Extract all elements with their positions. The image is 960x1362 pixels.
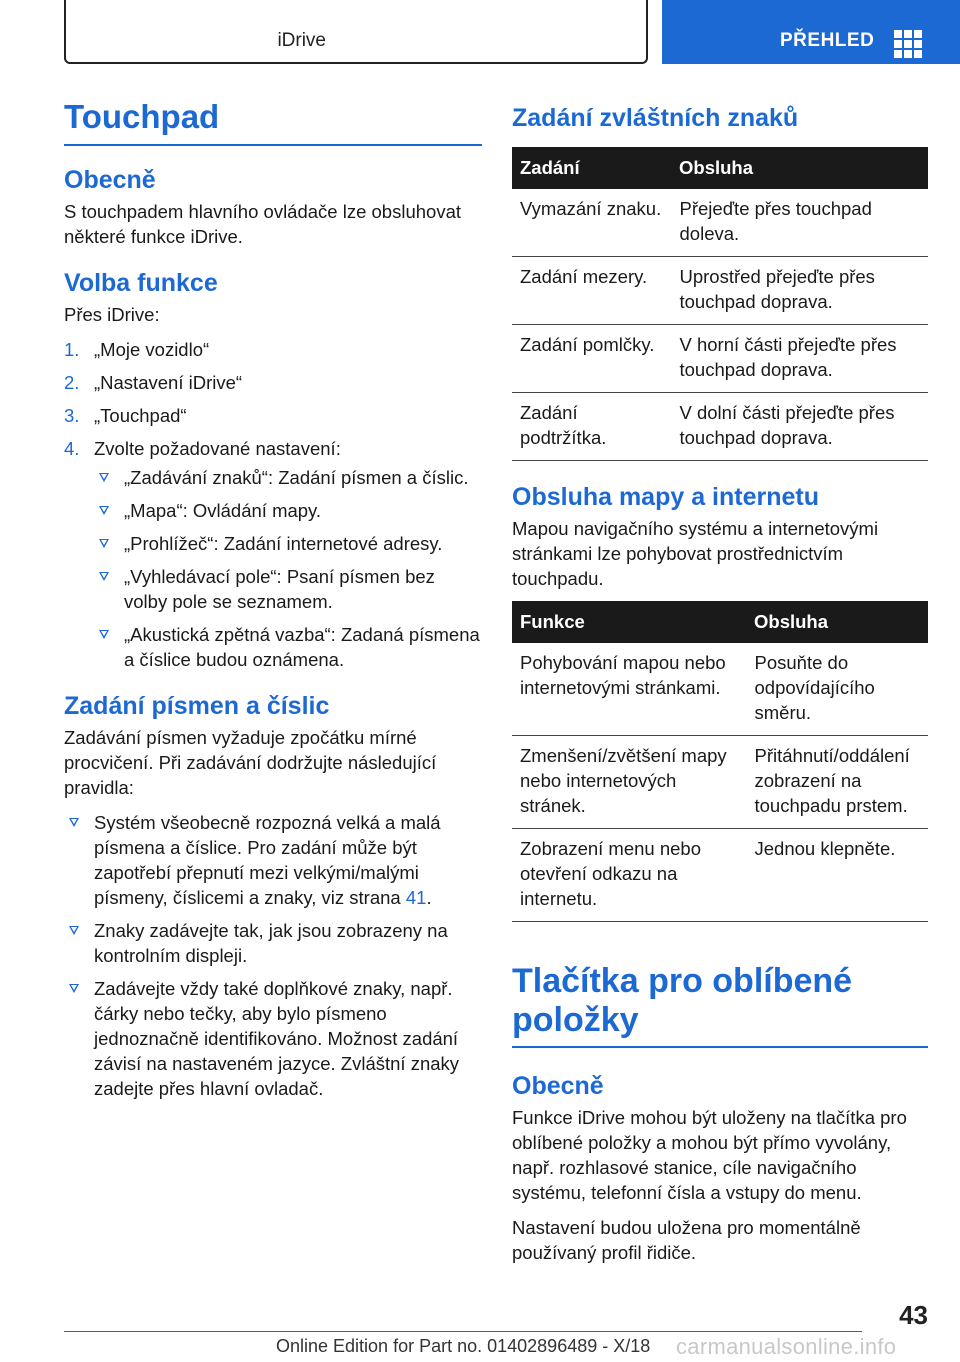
- step-item: [64, 370, 482, 395]
- overview-label: PŘEHLED: [780, 30, 875, 51]
- option-item: [94, 564, 482, 614]
- rule-text: Zadávejte vždy také doplňkové znaky, např. čárky nebo tečky, aby bylo písmeno jednoznačně identifikováno. Možnost zadání závisí na nastaveném jazyce. Zvláštní znaky zadejte přes hlavní ovladač.: [94, 978, 460, 1099]
- favorites-text-1: Funkce iDrive mohou být uloženy na tlačítka pro oblíbené položky a mohou být přímo vyvolány, např. rozhlasové stanice, cíle navigačního systému, telefonní čísla a vstupy do menu.: [512, 1107, 907, 1203]
- table-cell: Zadání mezery.: [512, 257, 671, 325]
- rule-text: Znaky zadávejte tak, jak jsou zobrazeny na kontrolním displeji.: [94, 920, 448, 966]
- table-cell: Zmenšení/zvětšení mapy nebo internetových stránek.: [512, 736, 746, 829]
- rule-end: .: [426, 887, 432, 908]
- page-link[interactable]: 41: [405, 887, 427, 908]
- table-cell: Přitáhnutí/oddálení zobrazení na touchpadu prstem.: [746, 736, 928, 829]
- option-text: „Vyhledávací pole“: Psaní písmen bez volby pole se seznamem.: [124, 566, 435, 612]
- table-cell: Zobrazení menu nebo otevření odkazu na internetu.: [512, 829, 746, 922]
- table-row: [512, 189, 928, 257]
- option-text: „Prohlížeč“: Zadání internetové adresy.: [124, 533, 443, 554]
- watermark: carmanualsonline.info: [676, 1334, 897, 1359]
- option-item: [94, 465, 482, 490]
- table-row: [512, 257, 928, 325]
- heading-general: Obecně: [64, 166, 156, 194]
- table-row: [512, 829, 928, 922]
- table-cell: Jednou klepněte.: [746, 829, 928, 922]
- heading-select-function: Volba funkce: [64, 269, 218, 297]
- table-cell: Posuňte do odpovídajícího směru.: [746, 643, 928, 736]
- bullet-triangle-icon: [99, 473, 109, 482]
- overview-tab[interactable]: [662, 0, 960, 64]
- general-text: S touchpadem hlavního ovládače lze obsluhovat některé funkce iDrive.: [64, 201, 461, 247]
- step-number: 2.: [64, 372, 80, 393]
- left-column: [64, 98, 482, 1109]
- letters-intro: Zadávání písmen vyžaduje zpočátku mírné procvičení. Při zadávání dodržujte následující pravidla:: [64, 727, 437, 798]
- table-row: [512, 643, 928, 736]
- table-row: [512, 393, 928, 461]
- header-frame: [64, 0, 648, 64]
- table-cell: Zadání pomlčky.: [512, 325, 671, 393]
- bullet-triangle-icon: [99, 539, 109, 548]
- page-title: Touchpad: [64, 98, 482, 146]
- table-header-cell: Funkce: [512, 601, 746, 643]
- special-chars-table: [512, 147, 928, 461]
- favorites-text-2: Nastavení budou uložena pro momentálně používaný profil řidiče.: [512, 1217, 861, 1263]
- table-cell: Zadání podtržítka.: [512, 393, 671, 461]
- table-header-row: [512, 601, 928, 643]
- map-table: [512, 601, 928, 922]
- table-header-cell: Obsluha: [671, 147, 928, 189]
- bullet-triangle-icon: [69, 926, 79, 935]
- step-text: „Touchpad“: [94, 405, 187, 426]
- option-item: [94, 531, 482, 556]
- grid-menu-icon: [894, 30, 922, 56]
- rule-item: [64, 918, 482, 968]
- map-text: Mapou navigačního systému a internetovými stránkami lze pohybovat prostřednictvím touchpadu.: [512, 518, 879, 589]
- step-text: „Nastavení iDrive“: [94, 372, 243, 393]
- rule-item: [64, 810, 482, 910]
- page-number: 43: [899, 1300, 928, 1330]
- step-item: [64, 436, 482, 672]
- select-intro: Přes iDrive:: [64, 304, 160, 325]
- table-header-cell: Obsluha: [746, 601, 928, 643]
- rule-text: Systém všeobecně rozpozná velká a malá písmena a číslice. Pro zadání může být zapotřebí přepnutí mezi velkými/malými písmeny, číslicemi a znaky, viz strana: [94, 812, 441, 908]
- bullet-triangle-icon: [99, 572, 109, 581]
- heading-favorites-general: Obecně: [512, 1072, 604, 1100]
- table-header-row: [512, 147, 928, 189]
- section-title: iDrive: [277, 30, 326, 51]
- footer-divider: [64, 1331, 862, 1332]
- table-row: [512, 736, 928, 829]
- table-cell: Uprostřed přejeďte přes touchpad doprava.: [671, 257, 928, 325]
- heading-map-internet: Obsluha mapy a internetu: [512, 483, 820, 511]
- heading-letters: Zadání písmen a číslic: [64, 692, 330, 720]
- table-row: [512, 325, 928, 393]
- option-item: [94, 622, 482, 672]
- table-cell: Přejeďte přes touchpad doleva.: [671, 189, 928, 257]
- step-number: 1.: [64, 339, 80, 360]
- option-text: „Zadávání znaků“: Zadání písmen a číslic.: [124, 467, 469, 488]
- option-item: [94, 498, 482, 523]
- bullet-triangle-icon: [69, 818, 79, 827]
- options-list: [94, 465, 482, 672]
- rules-list: [64, 810, 482, 1101]
- step-item: [64, 337, 482, 362]
- favorites-title: Tlačítka pro oblíbené položky: [512, 962, 928, 1048]
- step-number: 4.: [64, 438, 80, 459]
- bullet-triangle-icon: [99, 630, 109, 639]
- rule-item: [64, 976, 482, 1101]
- steps-list: [64, 337, 482, 672]
- step-number: 3.: [64, 405, 80, 426]
- heading-special-chars: Zadání zvláštních znaků: [512, 104, 799, 132]
- option-text: „Akustická zpětná vazba“: Zadaná písmena a číslice budou oznámena.: [124, 624, 480, 670]
- table-cell: V dolní části přejeďte přes touchpad doprava.: [671, 393, 928, 461]
- step-item: [64, 403, 482, 428]
- bullet-triangle-icon: [99, 506, 109, 515]
- bullet-triangle-icon: [69, 984, 79, 993]
- table-header-cell: Zadání: [512, 147, 671, 189]
- table-cell: V horní části přejeďte přes touchpad doprava.: [671, 325, 928, 393]
- footer-edition: Online Edition for Part no. 01402896489 - X/18: [276, 1336, 651, 1356]
- step-text: „Moje vozidlo“: [94, 339, 210, 360]
- right-column: [512, 98, 928, 1275]
- step-text: Zvolte požadované nastavení:: [94, 438, 341, 459]
- option-text: „Mapa“: Ovládání mapy.: [124, 500, 322, 521]
- table-cell: Vymazání znaku.: [512, 189, 671, 257]
- table-cell: Pohybování mapou nebo internetovými stránkami.: [512, 643, 746, 736]
